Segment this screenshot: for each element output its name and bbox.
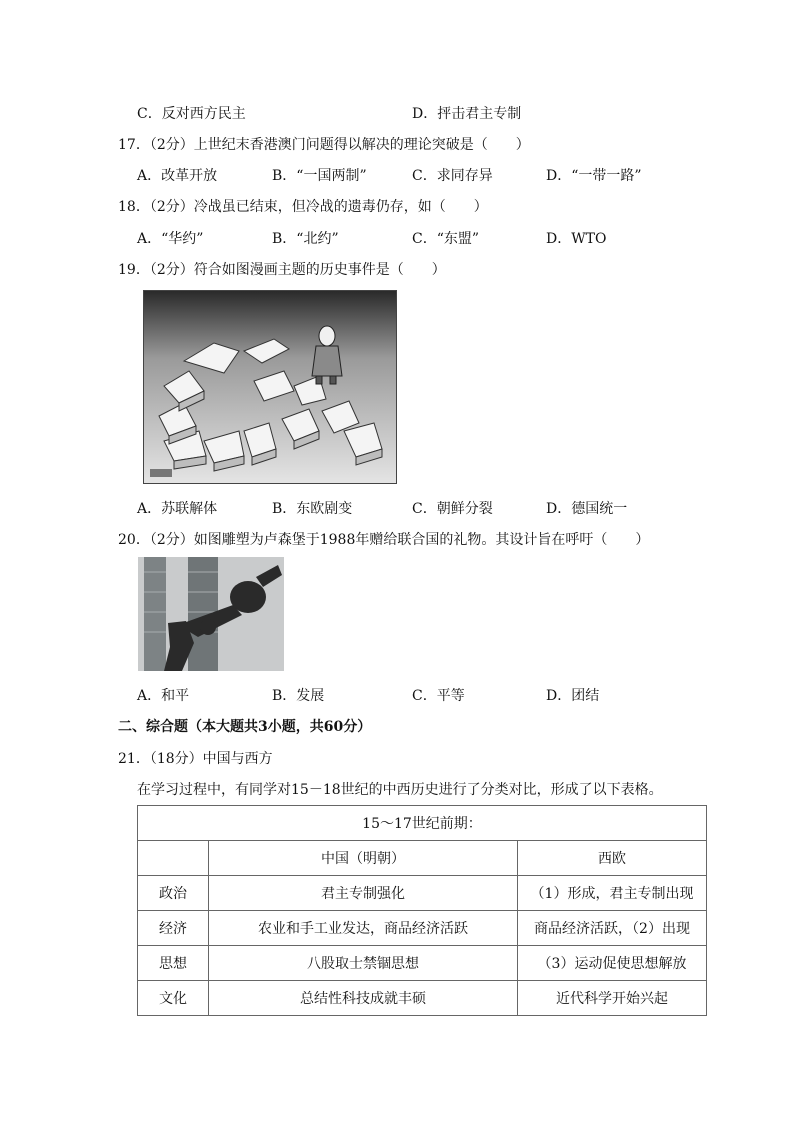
q18-stem: 18．（2分）冷战虽已结束，但冷战的遗毒仍存，如（ ） [118,199,488,215]
table-cell: 八股取士禁锢思想 [209,946,518,981]
q17-option-a: A．改革开放 [137,168,218,184]
q21-intro: 在学习过程中，有同学对15－18世纪的中西历史进行了分类对比，形成了以下表格。 [137,782,663,798]
table-row [138,981,707,1016]
table-row [138,911,707,946]
table-row [138,946,707,981]
table-title: 15～17世纪前期： [138,806,707,841]
q18-option-d: D．WTO [546,231,607,247]
q18-option-c: C．“东盟” [412,231,480,247]
header-cell [138,841,209,876]
q19-option-d: D．德国统一 [546,501,628,517]
table-cell: （3）运动促使思想解放 [518,946,707,981]
q17-option-b: B．“一国两制” [272,168,367,184]
cartoon-image [143,290,397,484]
table-cell: 经济 [138,911,209,946]
table-cell: 文化 [138,981,209,1016]
q20-option-c: C．平等 [412,688,465,704]
q16-option-c: C．反对西方民主 [137,106,246,122]
q21-stem: 21．（18分）中国与西方 [118,751,273,767]
table-title-row [138,806,707,841]
table-cell: 政治 [138,876,209,911]
q20-option-b: B．发展 [272,688,325,704]
q18-option-b: B．“北约” [272,231,339,247]
table-header-row [138,841,707,876]
q19-option-a: A．苏联解体 [137,501,218,517]
q17-option-d: D．“一带一路” [546,168,642,184]
table-row [138,876,707,911]
q19-option-c: C．朝鲜分裂 [412,501,493,517]
table-cell: 农业和手工业发达，商品经济活跃 [209,911,518,946]
q18-option-a: A．“华约” [137,231,204,247]
q20-stem: 20．（2分）如图雕塑为卢森堡于1988年赠给联合国的礼物。其设计旨在呼吁（ ） [118,532,650,548]
table-cell: 总结性科技成就丰硕 [209,981,518,1016]
q19-option-b: B．东欧剧变 [272,501,353,517]
knotted-gun-sculpture-image [138,557,284,671]
q17-option-c: C．求同存异 [412,168,493,184]
table-cell: 思想 [138,946,209,981]
table-cell: （1）形成，君主专制出现 [518,876,707,911]
table-cell: 商品经济活跃，（2）出现 [518,911,707,946]
comparison-table [137,805,707,1016]
header-cell: 西欧 [518,841,707,876]
q19-stem: 19．（2分）符合如图漫画主题的历史事件是（ ） [118,262,446,278]
q20-option-d: D．团结 [546,688,600,704]
table-cell: 君主专制强化 [209,876,518,911]
header-cell: 中国（明朝） [209,841,518,876]
q17-stem: 17．（2分）上世纪末香港澳门问题得以解决的理论突破是（ ） [118,137,530,153]
q16-option-d: D．抨击君主专制 [412,106,522,122]
section-heading: 二、综合题（本大题共3小题，共60分） [118,719,372,735]
table-cell: 近代科学开始兴起 [518,981,707,1016]
q20-option-a: A．和平 [137,688,190,704]
